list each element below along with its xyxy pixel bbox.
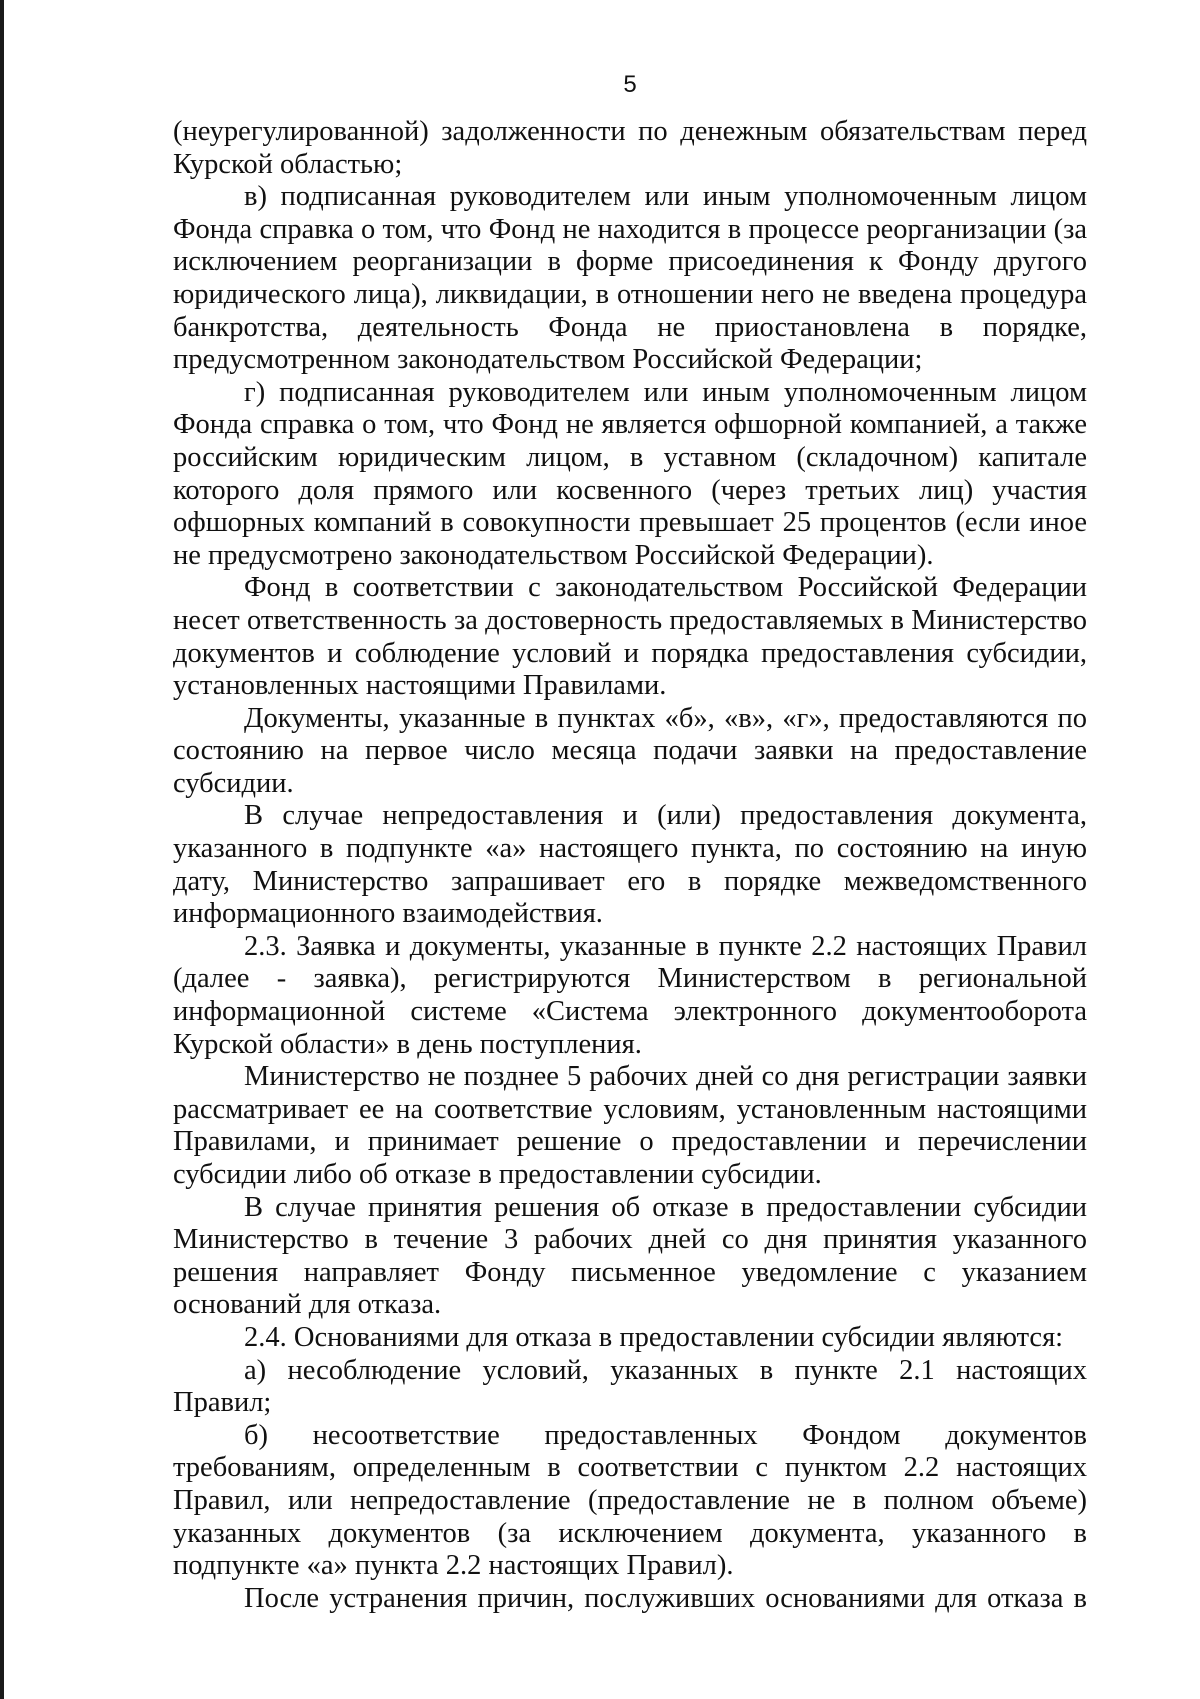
paragraph-ground-a: а) несоблюдение условий, указанных в пункте 2.1 настоящих Правил;	[173, 1354, 1087, 1419]
page-number	[173, 60, 1087, 112]
paragraph-review-period: Министерство не позднее 5 рабочих дней со дня регистрации заявки рассматривает ее на соответствие условиям, установленным настоящими Правилами, и принимает решение о предоставлении и перечислении субсидии либо об отказе в предоставлении субсидии.	[173, 1061, 1087, 1190]
document-page	[173, 60, 1087, 1615]
page-number-text: 5	[623, 71, 637, 98]
paragraph-debt-continuation: (неурегулированной) задолженности по денежным обязательствам перед Курской областью;	[173, 116, 1087, 180]
paragraph-fund-responsibility: Фонд в соответствии с законодательством Российской Федерации несет ответственность за достоверность предоставляемых в Министерство документов и соблюдение условий и порядка предоставления субсидии, установленных настоящими Правилами.	[173, 572, 1087, 702]
scan-edge	[0, 0, 4, 1699]
paragraph-2-3-registration: 2.3. Заявка и документы, указанные в пункте 2.2 настоящих Правил (далее - заявка), регистрируются Министерством в региональной информационной системе «Система электронного документооборота Курской области» в день поступления.	[173, 930, 1087, 1060]
paragraph-ground-b: б) несоответствие предоставленных Фондом документов требованиям, определенным в соответствии с пунктом 2.2 настоящих Правил, или непредоставление (предоставление не в полном объеме) указанных документов (за исключением документа, указанного в подпункте «а» пункта 2.2 настоящих Правил).	[173, 1419, 1087, 1582]
paragraph-refusal-notice: В случае принятия решения об отказе в предоставлении субсидии Министерство в течение 3 рабочих дней со дня принятия указанного решения направляет Фонду письменное уведомление с указанием оснований для отказа.	[173, 1191, 1087, 1321]
paragraph-documents-date: Документы, указанные в пунктах «б», «в», «г», предоставляются по состоянию на первое число месяца подачи заявки на предоставление субсидии.	[173, 702, 1087, 799]
paragraph-item-g: г) подписанная руководителем или иным уполномоченным лицом Фонда справка о том, что Фонд не является офшорной компанией, а также российским юридическим лицом, в уставном (складочном) капитале которого доля прямого или косвенного (через третьих лиц) участия офшорных компаний в совокупности превышает 25 процентов (если иное не предусмотрено законодательством Российской Федерации).	[173, 376, 1087, 571]
paragraph-item-v: в) подписанная руководителем или иным уполномоченным лицом Фонда справка о том, что Фонд не находится в процессе реорганизации (за исключением реорганизации в форме присоединения к Фонду другого юридического лица), ликвидации, в отношении него не введена процедура банкротства, деятельность Фонда не приостановлена в порядке, предусмотренном законодательством Российской Федерации;	[173, 181, 1087, 376]
paragraph-2-4-grounds: 2.4. Основаниями для отказа в предоставлении субсидии являются:	[244, 1321, 1064, 1353]
paragraph-after-elimination: После устранения причин, послуживших основаниями для отказа в	[244, 1582, 1087, 1614]
paragraph-interagency-request: В случае непредоставления и (или) предоставления документа, указанного в подпункте «а» настоящего пункта, по состоянию на иную дату, Министерство запрашивает его в порядке межведомственного информационного взаимодействия.	[173, 800, 1087, 930]
